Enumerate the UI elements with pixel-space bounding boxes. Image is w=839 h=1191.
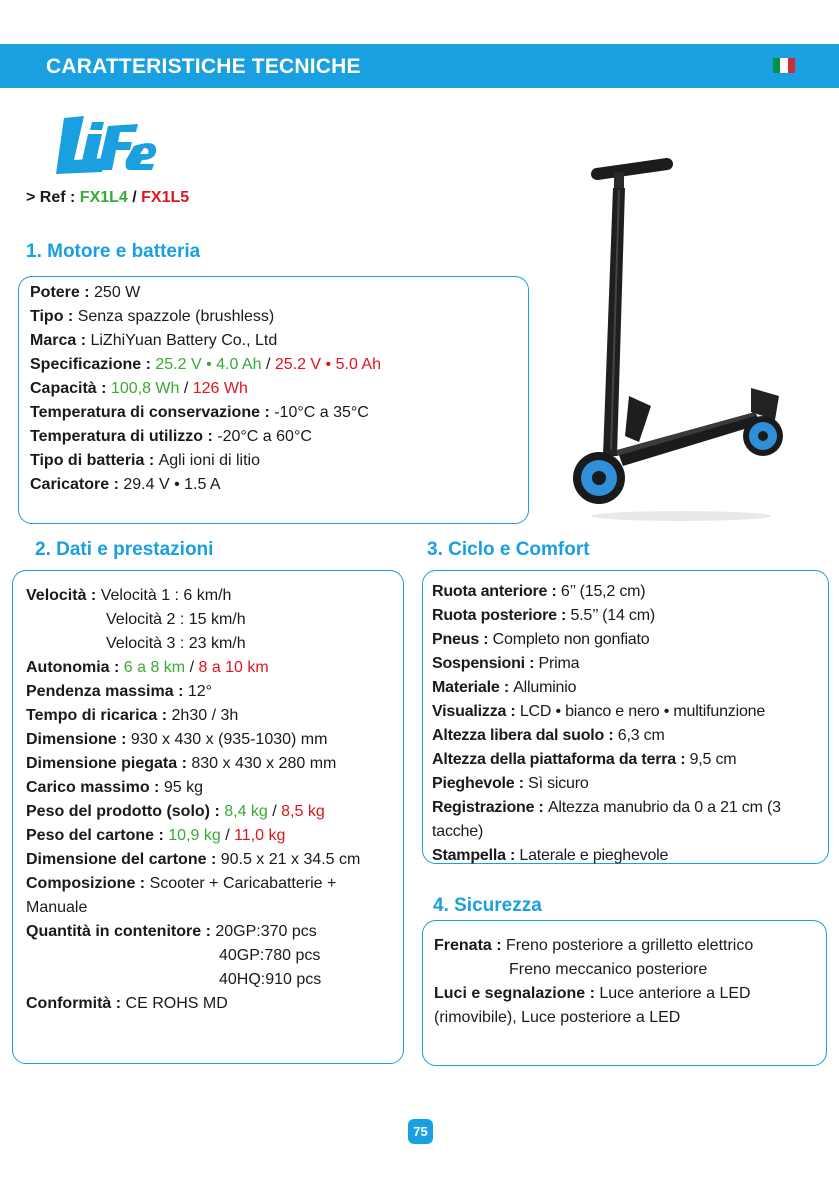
spec-label: Tipo di batteria : — [30, 452, 159, 469]
spec-value: -10°C a 35°C — [274, 404, 369, 421]
spec-row — [26, 848, 360, 872]
spec-value: 6’’ (15,2 cm) — [560, 583, 646, 600]
spec-value: Senza spazzole (brushless) — [77, 308, 275, 325]
spec-row — [26, 728, 360, 752]
spec-label: Temperatura di conservazione : — [30, 404, 275, 421]
spec-label: Velocità : — [26, 587, 101, 604]
spec-row — [26, 944, 360, 968]
spec-value: 250 W — [94, 284, 141, 301]
spec-value: Freno posteriore a grilletto elettrico — [506, 937, 754, 954]
spec-sep: / — [267, 803, 282, 820]
spec-row — [432, 748, 829, 772]
perf-specs — [26, 584, 360, 1016]
section-comfort-title: 3. Ciclo e Comfort — [427, 539, 590, 560]
spec-value: 29.4 V • 1.5 A — [123, 476, 221, 493]
page-title: CARATTERISTICHE TECNICHE — [46, 55, 361, 78]
spec-label: Pendenza massima : — [26, 683, 188, 700]
spec-label: Composizione : — [26, 875, 150, 892]
spec-label: Temperatura di utilizzo : — [30, 428, 218, 445]
spec-value-b: 8 a 10 km — [198, 659, 269, 676]
spec-label: Tipo : — [30, 308, 78, 325]
spec-label: Carico massimo : — [26, 779, 164, 796]
spec-row — [432, 772, 829, 796]
ref-model-b: FX1L5 — [141, 189, 190, 206]
spec-value-a: 6 a 8 km — [123, 659, 186, 676]
spec-label: Peso del cartone : — [26, 827, 169, 844]
spec-row — [30, 353, 381, 377]
spec-label: Peso del prodotto (solo) : — [26, 803, 225, 820]
spec-value: Velocità 1 : 6 km/h — [100, 587, 232, 604]
spec-value: 830 x 430 x 280 mm — [191, 755, 337, 772]
reference-line — [26, 189, 189, 207]
spec-value-b: 8,5 kg — [281, 803, 325, 820]
spec-row — [434, 1006, 753, 1030]
life-logo — [44, 112, 160, 188]
spec-label: Altezza libera dal suolo : — [432, 727, 618, 744]
spec-value-a: 8,4 kg — [224, 803, 268, 820]
safety-specs — [434, 934, 753, 1030]
spec-label: Frenata : — [434, 937, 507, 954]
spec-row — [26, 800, 360, 824]
spec-sep: / — [261, 356, 275, 373]
spec-label: Tempo di ricarica : — [26, 707, 172, 724]
spec-label: Luci e segnalazione : — [434, 985, 600, 1002]
spec-label: Potere : — [30, 284, 95, 301]
spec-label: Pieghevole : — [432, 775, 529, 792]
spec-row — [432, 580, 829, 604]
spec-value: 5.5’’ (14 cm) — [570, 607, 655, 624]
spec-row — [26, 632, 360, 656]
spec-row — [30, 305, 381, 329]
spec-row — [26, 824, 360, 848]
spec-label: Ruota posteriore : — [432, 607, 571, 624]
spec-row — [432, 700, 829, 724]
spec-value: 40HQ:910 pcs — [219, 971, 322, 988]
spec-value: LCD • bianco e nero • multifunzione — [519, 703, 766, 720]
ref-model-a: FX1L4 — [79, 189, 128, 206]
spec-row — [26, 752, 360, 776]
spec-row — [432, 796, 829, 820]
motor-specs — [30, 281, 381, 497]
spec-value: Luce anteriore a LED — [599, 985, 751, 1002]
spec-row — [30, 281, 381, 305]
spec-row — [30, 425, 381, 449]
spec-row — [26, 608, 360, 632]
spec-row — [30, 401, 381, 425]
spec-row — [30, 377, 381, 401]
spec-row — [26, 872, 360, 896]
spec-label: Capacità : — [30, 380, 111, 397]
spec-value: Velocità 3 : 23 km/h — [106, 635, 246, 652]
spec-label: Materiale : — [432, 679, 514, 696]
spec-row — [432, 844, 829, 868]
spec-value: Velocità 2 : 15 km/h — [106, 611, 246, 628]
spec-value: 20GP:370 pcs — [215, 923, 317, 940]
spec-label: Altezza della piattaforma da terra : — [432, 751, 690, 768]
spec-value: 90.5 x 21 x 34.5 cm — [220, 851, 361, 868]
page-number: 75 — [408, 1119, 433, 1144]
spec-value: 2h30 / 3h — [171, 707, 239, 724]
spec-label: Autonomia : — [26, 659, 124, 676]
spec-sep: / — [179, 380, 193, 397]
ref-prefix: > Ref : — [26, 189, 80, 206]
spec-row — [26, 680, 360, 704]
spec-value: Alluminio — [513, 679, 577, 696]
section-perf-title: 2. Dati e prestazioni — [35, 539, 214, 560]
spec-value-a: 25.2 V • 4.0 Ah — [155, 356, 262, 373]
spec-value: Agli ioni di litio — [158, 452, 260, 469]
spec-label: Dimensione del cartone : — [26, 851, 221, 868]
spec-row — [432, 652, 829, 676]
spec-row — [26, 704, 360, 728]
spec-label: Conformità : — [26, 995, 126, 1012]
spec-value-b: 126 Wh — [192, 380, 248, 397]
spec-row — [432, 628, 829, 652]
spec-value: tacche) — [432, 823, 484, 840]
spec-value: LiZhiYuan Battery Co., Ltd — [90, 332, 278, 349]
spec-row — [30, 473, 381, 497]
spec-row — [26, 896, 360, 920]
spec-value: Laterale e pieghevole — [519, 847, 669, 864]
spec-value: 9,5 cm — [689, 751, 737, 768]
spec-row — [30, 329, 381, 353]
section-motor-title: 1. Motore e batteria — [26, 241, 201, 262]
scooter-image — [555, 150, 785, 525]
spec-row — [26, 992, 360, 1016]
spec-label: Marca : — [30, 332, 91, 349]
spec-value: Completo non gonfiato — [492, 631, 650, 648]
spec-label: Dimensione piegata : — [26, 755, 192, 772]
spec-row — [432, 676, 829, 700]
spec-label: Pneus : — [432, 631, 493, 648]
spec-label: Registrazione : — [432, 799, 548, 816]
spec-value-b: 25.2 V • 5.0 Ah — [274, 356, 381, 373]
spec-label: Caricatore : — [30, 476, 124, 493]
spec-row — [26, 656, 360, 680]
spec-value: (rimovibile), Luce posteriore a LED — [434, 1009, 681, 1026]
spec-value: 930 x 430 x (935-1030) mm — [130, 731, 328, 748]
spec-row — [26, 920, 360, 944]
spec-value: Scooter + Caricabatterie + — [149, 875, 337, 892]
spec-value: 95 kg — [163, 779, 203, 796]
spec-value-a: 100,8 Wh — [110, 380, 180, 397]
spec-value: Freno meccanico posteriore — [509, 961, 708, 978]
spec-value: 12° — [187, 683, 213, 700]
spec-label: Stampella : — [432, 847, 520, 864]
spec-row — [26, 584, 360, 608]
spec-row — [30, 449, 381, 473]
spec-value: -20°C a 60°C — [217, 428, 312, 445]
ref-separator: / — [127, 189, 142, 206]
italian-flag-icon — [773, 58, 795, 73]
spec-label: Dimensione : — [26, 731, 131, 748]
comfort-specs — [432, 580, 829, 868]
spec-row — [434, 958, 753, 982]
spec-label: Sospensioni : — [432, 655, 539, 672]
spec-value: 40GP:780 pcs — [219, 947, 321, 964]
spec-value: 6,3 cm — [617, 727, 665, 744]
spec-label: Ruota anteriore : — [432, 583, 561, 600]
spec-row — [434, 982, 753, 1006]
spec-row — [432, 724, 829, 748]
spec-sep: / — [185, 659, 199, 676]
spec-row — [26, 776, 360, 800]
spec-sep: / — [220, 827, 235, 844]
section-safety-title: 4. Sicurezza — [433, 895, 542, 916]
spec-value-b: 11,0 kg — [234, 827, 286, 844]
spec-value: Manuale — [26, 899, 88, 916]
spec-row — [434, 934, 753, 958]
spec-label: Quantità in contenitore : — [26, 923, 216, 940]
spec-value: Prima — [538, 655, 580, 672]
spec-value: Sì sicuro — [528, 775, 589, 792]
spec-label: Specificazione : — [30, 356, 156, 373]
spec-row — [26, 968, 360, 992]
spec-row — [432, 604, 829, 628]
spec-value: CE ROHS MD — [125, 995, 228, 1012]
spec-row — [432, 820, 829, 844]
spec-value-a: 10,9 kg — [168, 827, 221, 844]
spec-value: Altezza manubrio da 0 a 21 cm (3 — [547, 799, 781, 816]
spec-label: Visualizza : — [432, 703, 520, 720]
